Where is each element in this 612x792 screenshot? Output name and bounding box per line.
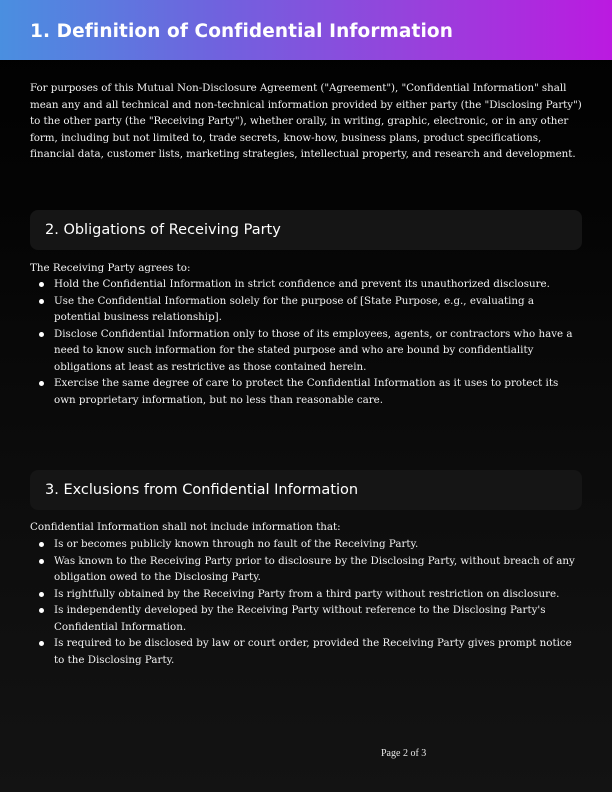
section-1-header-banner [0, 0, 612, 60]
list-item: Is independently developed by the Receiving Party without reference to the Disclosing Party's Confidential Information. [30, 602, 575, 635]
section-3-header [30, 470, 582, 510]
list-item: Disclose Confidential Information only to those of its employees, agents, or contractors who have a need to know such information for the stated purpose and who are bound by confidentiality obligations at least as restrictive as those contained herein. [30, 326, 575, 376]
list-item: Use the Confidential Information solely for the purpose of [State Purpose, e.g., evaluating a potential business relationship]. [30, 293, 575, 326]
list-item: Was known to the Receiving Party prior to disclosure by the Disclosing Party, without breach of any obligation owed to the Disclosing Party. [30, 553, 575, 586]
list-item: Hold the Confidential Information in strict confidence and prevent its unauthorized disclosure. [30, 276, 575, 293]
section-3-list [30, 536, 575, 668]
section-2-list [30, 276, 575, 408]
section-2-intro: The Receiving Party agrees to: [30, 262, 191, 274]
list-item: Is or becomes publicly known through no fault of the Receiving Party. [30, 536, 575, 553]
page-number: Page 2 of 3 [381, 748, 427, 759]
list-item: Exercise the same degree of care to protect the Confidential Information as it uses to protect its own proprietary information, but no less than reasonable care. [30, 375, 575, 408]
section-2-title: 2. Obligations of Receiving Party [45, 222, 281, 238]
section-3-intro: Confidential Information shall not include information that: [30, 521, 341, 533]
section-2-header [30, 210, 582, 250]
section-1-paragraph: For purposes of this Mutual Non-Disclosure Agreement ("Agreement"), "Confidential Information" shall mean any and all technical and non-technical information provided by either party (the "Disclosing Party") to the other party (the "Receiving Party"), whether orally, in writing, graphic, electronic, or in any other form, including but not limited to, trade secrets, know-how, business plans, product specifications, financial data, customer lists, marketing strategies, intellectual property, and research and development. [30, 82, 582, 160]
list-item: Is required to be disclosed by law or court order, provided the Receiving Party gives prompt notice to the Disclosing Party. [30, 635, 575, 668]
section-3-title: 3. Exclusions from Confidential Information [45, 482, 359, 498]
list-item: Is rightfully obtained by the Receiving Party from a third party without restriction on disclosure. [30, 586, 575, 603]
section-1-title: 1. Definition of Confidential Information [30, 20, 453, 42]
